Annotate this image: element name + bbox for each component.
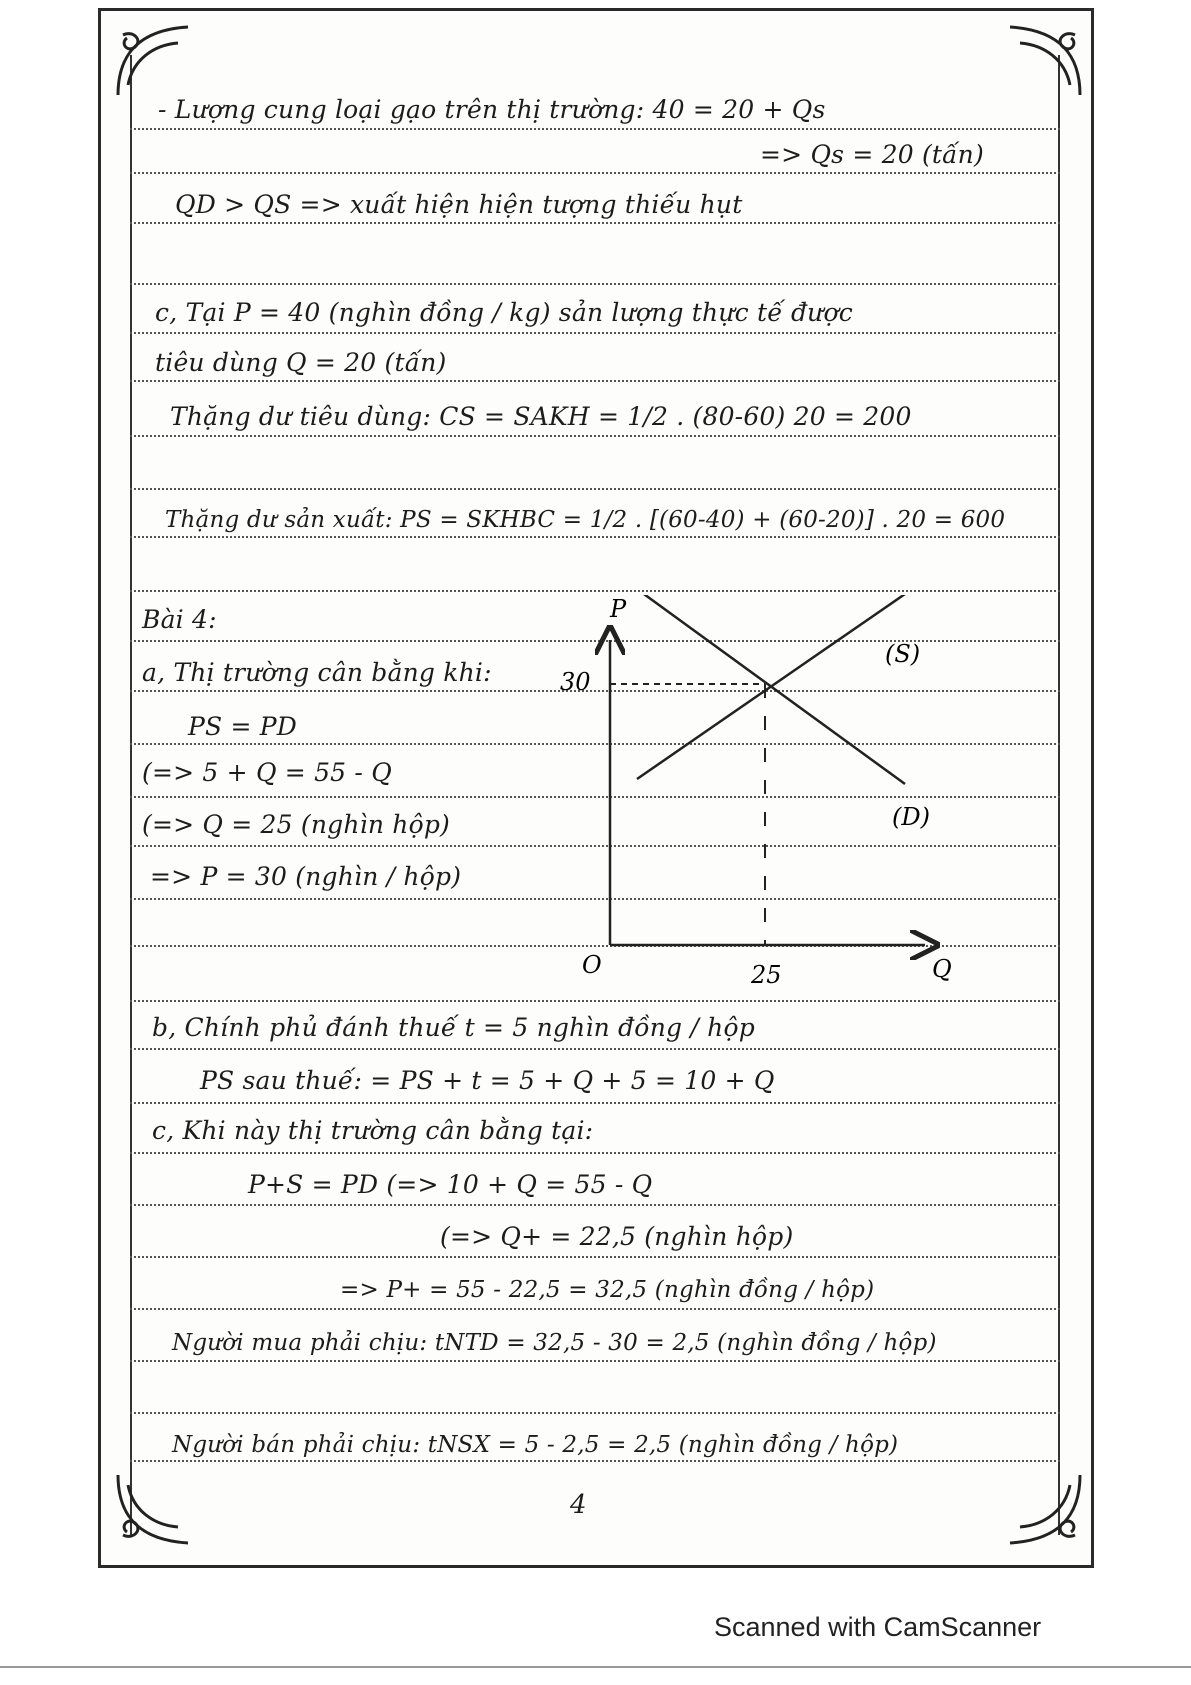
text-line: (=> 5 + Q = 55 - Q xyxy=(142,758,392,787)
rule-line xyxy=(130,1460,1060,1462)
text-line: QD > QS => xuất hiện hiện tượng thiếu hụt xyxy=(175,190,743,219)
rule-line xyxy=(130,1204,1060,1206)
text-line: a, Thị trường cân bằng khi: xyxy=(142,658,492,687)
text-line: PS = PD xyxy=(188,712,298,741)
text-line: => P+ = 55 - 22,5 = 32,5 (nghìn đồng / hộp) xyxy=(340,1277,875,1303)
corner-ornament-icon xyxy=(108,1465,198,1555)
rule-line xyxy=(130,1000,1060,1002)
text-line: => Qs = 20 (tấn) xyxy=(760,140,984,169)
rule-line xyxy=(130,332,1060,334)
text-line: tiêu dùng Q = 20 (tấn) xyxy=(155,348,447,377)
rule-line xyxy=(130,1102,1060,1104)
rule-line xyxy=(130,128,1060,130)
rule-line xyxy=(130,488,1060,490)
rule-line xyxy=(130,1412,1060,1414)
supply-label: (S) xyxy=(885,640,921,668)
text-line: b, Chính phủ đánh thuế t = 5 nghìn đồng / hộp xyxy=(152,1013,755,1042)
rule-line xyxy=(130,1360,1060,1362)
rule-line xyxy=(130,1152,1060,1154)
page-number: 4 xyxy=(570,1490,587,1520)
text-line: Thặng dư tiêu dùng: CS = SAKH = 1/2 . (80-60) 20 = 200 xyxy=(170,402,912,431)
rule-line xyxy=(130,1308,1060,1310)
text-line: (=> Q = 25 (nghìn hộp) xyxy=(142,810,451,839)
text-line: c, Khi này thị trường cân bằng tại: xyxy=(152,1116,594,1145)
price-tick-label: 30 xyxy=(560,668,591,696)
text-line: Thặng dư sản xuất: PS = SKHBC = 1/2 . [(60-40) + (60-20)] . 20 = 600 xyxy=(165,507,1006,533)
rule-line xyxy=(130,590,1060,592)
quantity-tick-label: 25 xyxy=(751,961,782,989)
rule-line xyxy=(130,435,1060,437)
text-line: P+S = PD (=> 10 + Q = 55 - Q xyxy=(248,1170,653,1199)
text-line: Người bán phải chịu: tNSX = 5 - 2,5 = 2,5 (nghìn đồng / hộp) xyxy=(172,1432,899,1458)
section-heading: Bài 4: xyxy=(142,605,217,634)
rule-line xyxy=(130,380,1060,382)
rule-line xyxy=(130,536,1060,538)
demand-curve xyxy=(637,595,905,784)
text-line: PS sau thuế: = PS + t = 5 + Q + 5 = 10 + Q xyxy=(200,1066,775,1095)
rule-line xyxy=(130,222,1060,224)
x-axis-label: Q xyxy=(932,955,952,983)
corner-ornament-icon xyxy=(1000,1465,1090,1555)
text-line: Người mua phải chịu: tNTD = 32,5 - 30 = 2,5 (nghìn đồng / hộp) xyxy=(172,1330,937,1356)
demand-label: (D) xyxy=(892,803,930,831)
rule-line xyxy=(130,283,1060,285)
rule-line xyxy=(130,172,1060,174)
supply-demand-graph xyxy=(540,595,970,995)
origin-label: O xyxy=(582,951,602,979)
page-bottom-line xyxy=(0,1666,1191,1668)
text-line: => P = 30 (nghìn / hộp) xyxy=(150,862,462,891)
rule-line xyxy=(130,1256,1060,1258)
corner-ornament-icon xyxy=(1000,15,1090,105)
text-line: (=> Q+ = 22,5 (nghìn hộp) xyxy=(440,1222,794,1251)
scanner-watermark: Scanned with CamScanner xyxy=(714,1612,1042,1642)
y-axis-label: P xyxy=(610,595,627,623)
text-line: c, Tại P = 40 (nghìn đồng / kg) sản lượng thực tế được xyxy=(155,298,853,327)
rule-line xyxy=(130,1048,1060,1050)
corner-ornament-icon xyxy=(108,15,198,105)
text-line: - Lượng cung loại gạo trên thị trường: 40 = 20 + Qs xyxy=(158,95,826,124)
